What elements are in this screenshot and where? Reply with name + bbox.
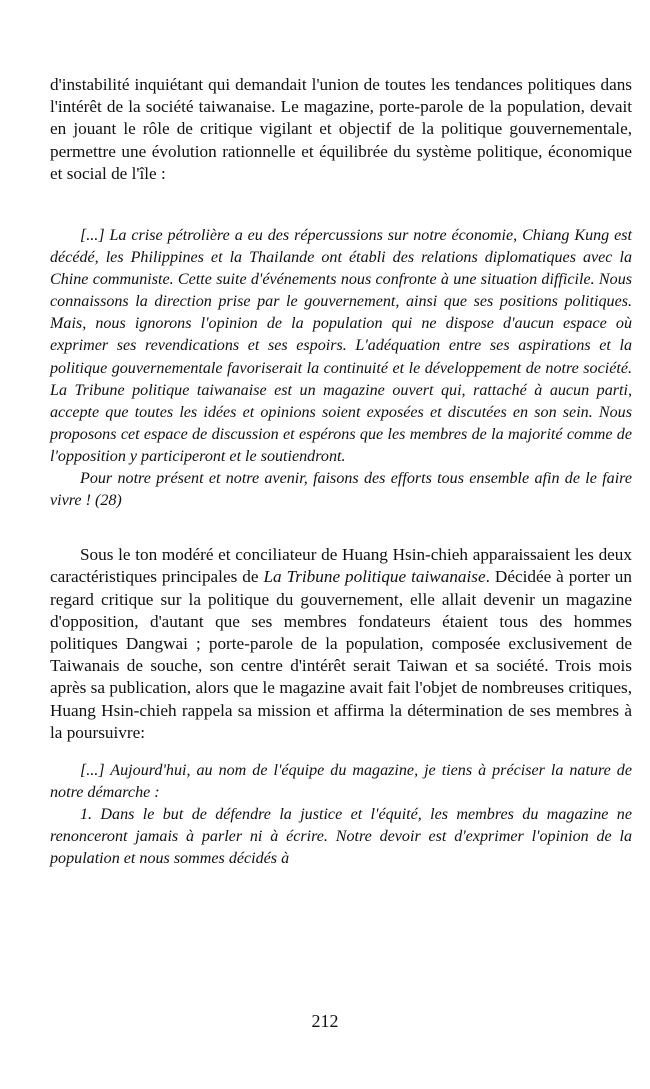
quote-text: [...] Aujourd'hui, au nom de l'équipe du magazine, je tiens à préciser la nature de notre démarche : — [50, 762, 632, 802]
block-quote — [50, 225, 632, 512]
page-number: 212 — [311, 1011, 339, 1031]
quote-text: 1. Dans le but de défendre la justice et l'équité, les membres du magazine ne renonceront jamais à parler ni à écrire. Notre devoir est d'exprimer l'opinion de la population et nous sommes décidés à — [50, 806, 632, 868]
paragraph: d'instabilité inquiétant qui demandait l'union de toutes les tendances politiques dans l'intérêt de la société taiwanaise. Le magazine, porte-parole de la population, devait en jouant le rôle de critique vigilant et objectif de la politique gouvernementale, permettre une évolution rationnelle et équilibrée du système politique, économique et social de l'île : — [50, 75, 632, 183]
paragraph-text: Sous le ton modéré et conciliateur de Huang Hsin-chieh apparaissaient les deux caractéristiques principales de — [50, 545, 632, 587]
quote-text: [...] La crise pétrolière a eu des répercussions sur notre économie, Chiang Kung est décédé, les Philippines et la Thailande ont établi des relations diplomatiques avec la Chine communiste. Cette suite d'événements nous confronte à une situation difficile. Nous connaissons la direction prise par le gouvernement, ainsi que ses positions politiques. Mais, nous ignorons l'opinion de la population qui ne dispose d'aucun espace où exprimer ses revendications et ses espoirs. L'adéquation entre ses aspirations et la politique gouvernementale favoriserait la continuité et le développement de notre société. La Tribune politique taiwanaise est un magazine ouvert qui, rattaché à aucun parti, accepte que toutes les idées et opinions soient exposées et discutées en son sein. Nous proposons cet espace de discussion et espérons que les membres de la majorité comme de l'opposition y participeront et le soutiendront. — [50, 227, 632, 465]
paragraph — [50, 544, 632, 744]
magazine-title: La Tribune politique taiwanaise — [263, 567, 486, 587]
paragraph-text: . Décidée à porter un regard critique sur la politique du gouvernement, elle allait devenir un magazine d'opposition, d'autant que ses membres fondateurs étaient tous des hommes politiques Dangwai ; porte-parole de la population, composée exclusivement de Taiwanais de souche, son centre d'intérêt serait Taiwan et sa société. Trois mois après sa publication, alors que le magazine avait fait l'objet de nombreuses critiques, Huang Hsin-chieh rappela sa mission et affirma la détermination de ses membres à la poursuivre: — [50, 567, 632, 742]
block-quote — [50, 760, 632, 870]
quote-text: Pour notre présent et notre avenir, faisons des efforts tous ensemble afin de le faire vivre ! (28) — [50, 470, 632, 510]
page-body — [50, 74, 632, 871]
